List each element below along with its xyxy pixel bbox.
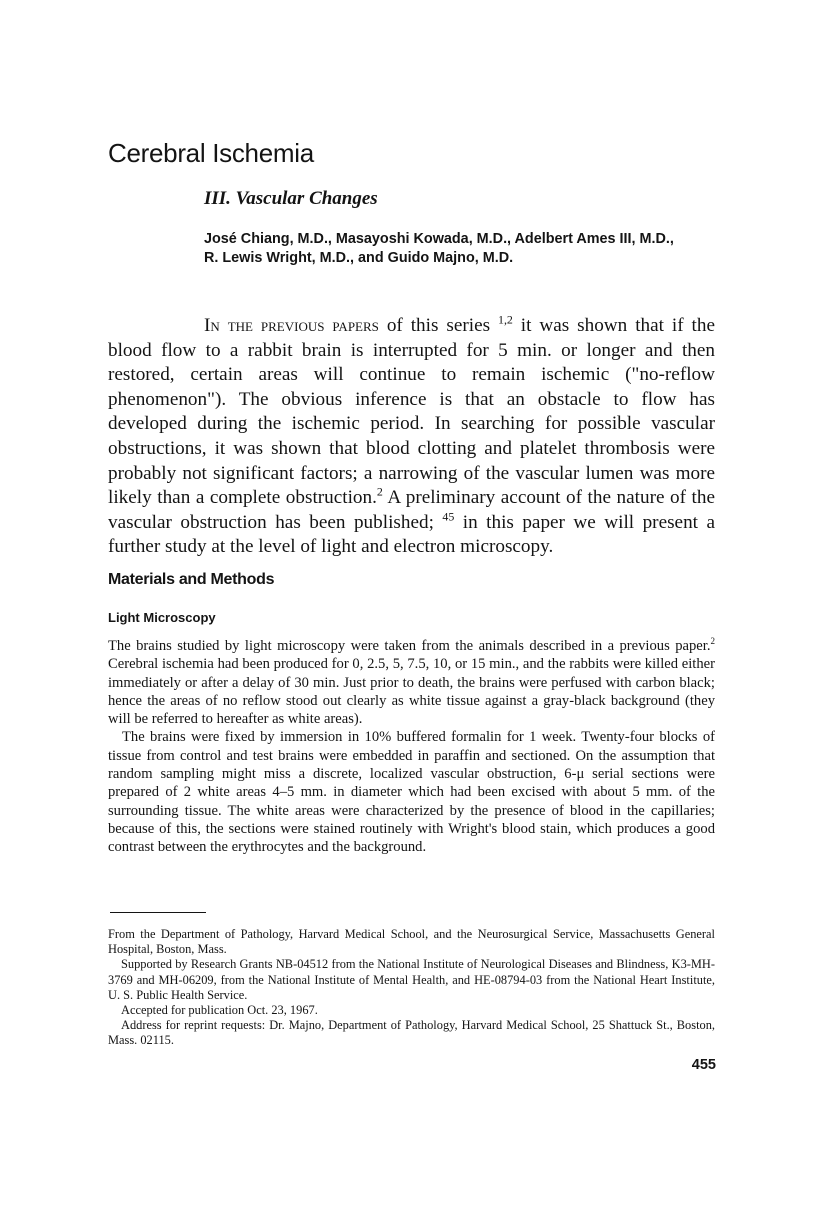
footnote-divider bbox=[110, 912, 206, 913]
body-text: Cerebral ischemia had been produced for 0, 2.5, 5, 7.5, 10, or 15 min., and the rabbits were killed either immediately or after a delay of 30 min. Just prior to death, the brains were perfused with carbon black; hence the areas of no reflow stood out clearly as white tissue against a gray-black background (they will be referred to hereafter as white areas). bbox=[108, 656, 715, 728]
footnote-address: Address for reprint requests: Dr. Majno, Department of Pathology, Harvard Medical School, 25 Shattuck St., Boston, Mass. 02115. bbox=[108, 1018, 715, 1048]
page-number: 455 bbox=[691, 1057, 716, 1073]
citation: 2 bbox=[710, 636, 715, 647]
footnote-accepted: Accepted for publication Oct. 23, 1967. bbox=[121, 1003, 318, 1018]
intro-paragraph bbox=[108, 314, 715, 560]
methods-body bbox=[108, 637, 715, 857]
intro-text: it was shown that if the blood flow to a rabbit brain is interrupted for 5 min. or longer and then restored, certain areas will continue to remain ischemic ("no-reflow phenomenon"). The obvious inference is that an obstacle to flow has developed during the ischemic period. In searching for possible vascular obstructions, it was shown that blood clotting and platelet thrombosis were probably not significant factors; a narrowing of the vascular lumen was more likely than a complete obstruction. bbox=[108, 315, 715, 509]
citation: 1,2 bbox=[498, 312, 513, 327]
intro-text: A preliminary account of the nature of the vascular obstruction has been published; bbox=[108, 487, 716, 533]
body-paragraph: The brains were fixed by immersion in 10% buffered formalin for 1 week. Twenty-four blocks of tissue from control and test brains were embedded in paraffin and sectioned. On the assumption that random sampling might miss a discrete, localized vascular obstruction, 6-μ serial sections were prepared of 2 white areas 4–5 mm. in diameter which had been excised with about 5 mm. of the surrounding tissue. The white areas were characterized by the presence of blood in the capillaries; because of this, the sections were stained routinely with Wright's blood stain, which produces a good contrast between the erythrocytes and the background. bbox=[108, 729, 715, 856]
body-text: The brains studied by light microscopy were taken from the animals described in a previous paper. bbox=[108, 638, 711, 654]
intro-text: of this series bbox=[378, 315, 498, 336]
author-line: R. Lewis Wright, M.D., and Guido Majno, M.D. bbox=[204, 250, 514, 266]
section-heading: Materials and Methods bbox=[108, 571, 275, 588]
footnote-affiliation: From the Department of Pathology, Harvard Medical School, and the Neurosurgical Service, Massachusetts General Hospital, Boston, Mass. bbox=[108, 927, 715, 957]
article-subtitle: III. Vascular Changes bbox=[204, 188, 378, 209]
intro-text: in this paper we will present a further study at the level of light and electron microscopy. bbox=[108, 511, 715, 558]
citation: 45 bbox=[442, 509, 455, 524]
body-paragraph bbox=[108, 637, 715, 728]
subsection-heading: Light Microscopy bbox=[108, 610, 216, 625]
intro-lead: In the previous papers bbox=[204, 315, 379, 336]
article-title: Cerebral Ischemia bbox=[108, 138, 314, 168]
author-list bbox=[204, 230, 724, 268]
footnote-support: Supported by Research Grants NB-04512 from the National Institute of Neurological Diseases and Blindness, K3-MH-3769 and MH-06209, from the National Institute of Mental Health, and HE-08794-03 from the National Heart Institute, U. S. Public Health Service. bbox=[108, 957, 715, 1002]
citation: 2 bbox=[376, 484, 383, 499]
footnotes bbox=[108, 927, 715, 1049]
author-line: José Chiang, M.D., Masayoshi Kowada, M.D., Adelbert Ames III, M.D., bbox=[204, 231, 674, 247]
